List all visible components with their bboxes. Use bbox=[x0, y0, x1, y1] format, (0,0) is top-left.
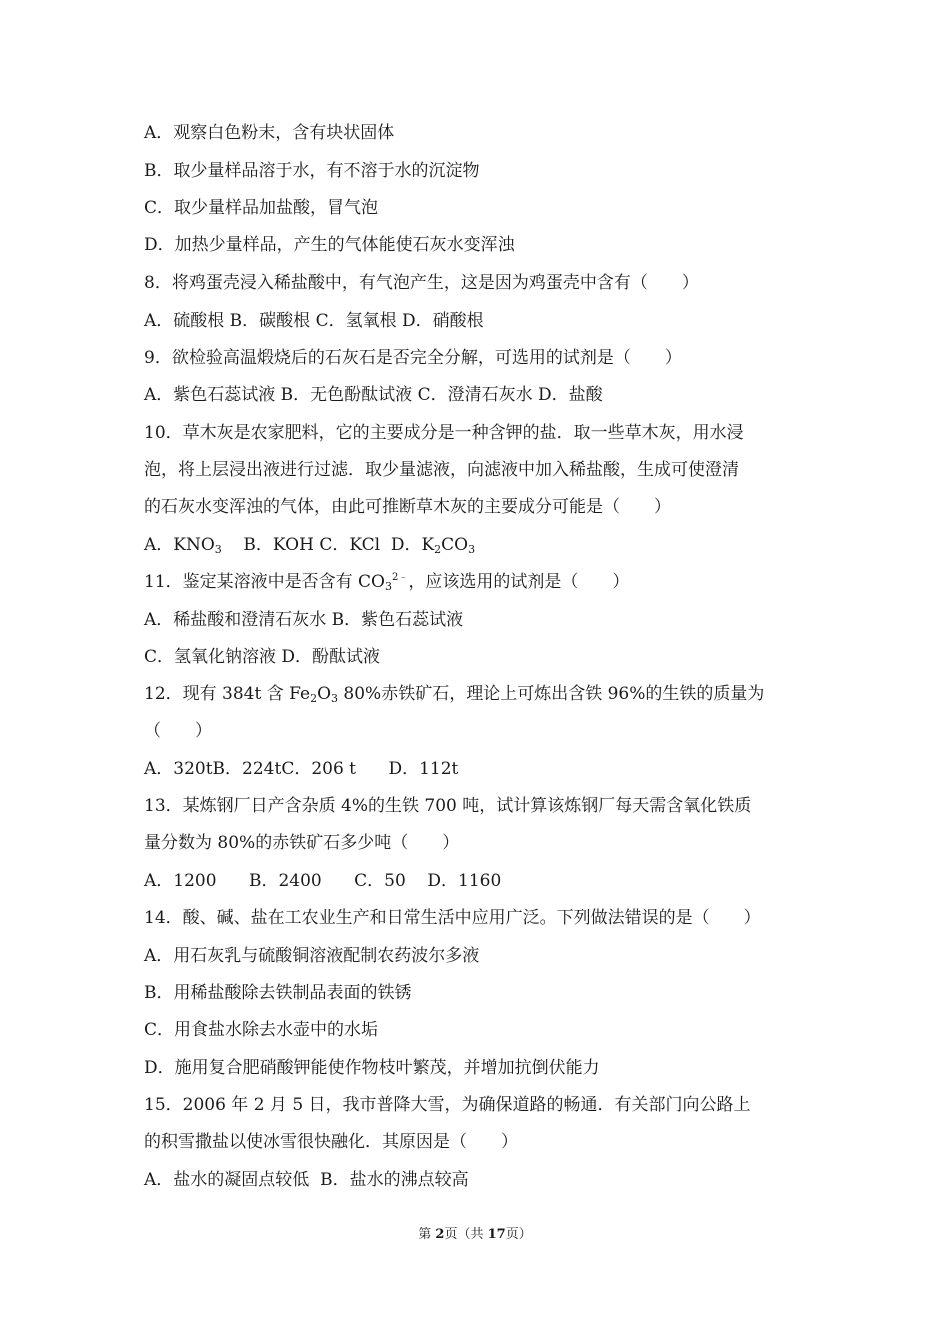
page-footer: 第 2页（共 17页） bbox=[418, 1227, 532, 1242]
page-total: 17 bbox=[487, 1227, 506, 1242]
question-15-line-2: 的积雪撒盐以使冰雪很快融化．其原因是（ ） bbox=[144, 1132, 518, 1152]
option-14c: C．用食盐水除去水壶中的水垢 bbox=[144, 1020, 379, 1040]
options-11-ab: A．稀盐酸和澄清石灰水 B．紫色石蕊试液 bbox=[144, 610, 464, 630]
page-number: 2 bbox=[435, 1227, 445, 1242]
options-15: A．盐水的凝固点较低 B．盐水的沸点较高 bbox=[144, 1170, 469, 1190]
options-11-cd: C．氢氧化钠溶液 D．酚酞试液 bbox=[144, 647, 381, 667]
options-9: A．紫色石蕊试液 B．无色酚酞试液 C．澄清石灰水 D．盐酸 bbox=[144, 385, 603, 405]
option-7d: D．加热少量样品，产生的气体能使石灰水变浑浊 bbox=[144, 235, 515, 255]
question-12-line-1: 12．现有 384t 含 $Fe_2O_3$ 80%赤铁矿石，理论上可炼出含铁 96%的生铁的质量为 bbox=[144, 684, 765, 705]
options-13: A．1200 B．2400 C．50 D．1160 bbox=[144, 871, 502, 891]
question-10-line-3: 的石灰水变浑浊的气体，由此可推断草木灰的主要成分可能是（ ） bbox=[144, 497, 671, 517]
question-14: 14．酸、碱、盐在工农业生产和日常生活中应用广泛。下列做法错误的是（ ） bbox=[144, 908, 761, 928]
question-10-line-2: 泡，将上层浸出液进行过滤．取少量滤液，向滤液中加入稀盐酸，生成可使澄清 bbox=[144, 460, 739, 480]
question-8: 8．将鸡蛋壳浸入稀盐酸中，有气泡产生，这是因为鸡蛋壳中含有（ ） bbox=[144, 273, 699, 293]
option-7a: A．观察白色粉末，含有块状固体 bbox=[144, 123, 395, 143]
option-14d: D．施用复合肥硝酸钾能使作物枝叶繁茂，并增加抗倒伏能力 bbox=[144, 1058, 600, 1078]
options-10: A．$KNO_3$ B．KOH C．KCl D．$K_2CO_3$ bbox=[144, 535, 476, 556]
option-14a: A．用石灰乳与硫酸铜溶液配制农药波尔多液 bbox=[144, 946, 480, 966]
question-13-line-2: 量分数为 80%的赤铁矿石多少吨（ ） bbox=[144, 833, 460, 853]
option-14b: B．用稀盐酸除去铁制品表面的铁锈 bbox=[144, 983, 412, 1003]
option-7b: B．取少量样品溶于水，有不溶于水的沉淀物 bbox=[144, 161, 480, 181]
question-12-line-2: （ ） bbox=[144, 721, 212, 741]
question-13-line-1: 13．某炼钢厂日产含杂质 4%的生铁 700 吨，试计算该炼钢厂每天需含氧化铁质 bbox=[144, 796, 752, 816]
options-8: A．硫酸根 B．碳酸根 C．氢氧根 D．硝酸根 bbox=[144, 311, 484, 331]
options-12: A．320tB．224tC．206 t D．112t bbox=[144, 759, 459, 779]
question-11: 11．鉴定某溶液中是否含有 $CO_3^{2﹣}$，应该选用的试剂是（ ） bbox=[144, 572, 630, 593]
question-9: 9．欲检验高温煅烧后的石灰石是否完全分解，可选用的试剂是（ ） bbox=[144, 348, 682, 368]
option-7c: C．取少量样品加盐酸，冒气泡 bbox=[144, 198, 379, 218]
question-10-line-1: 10．草木灰是农家肥料，它的主要成分是一种含钾的盐．取一些草木灰，用水浸 bbox=[144, 423, 744, 443]
question-15-line-1: 15．2006 年 2 月 5 日，我市普降大雪，为确保道路的畅通．有关部门向公路上 bbox=[144, 1095, 751, 1115]
